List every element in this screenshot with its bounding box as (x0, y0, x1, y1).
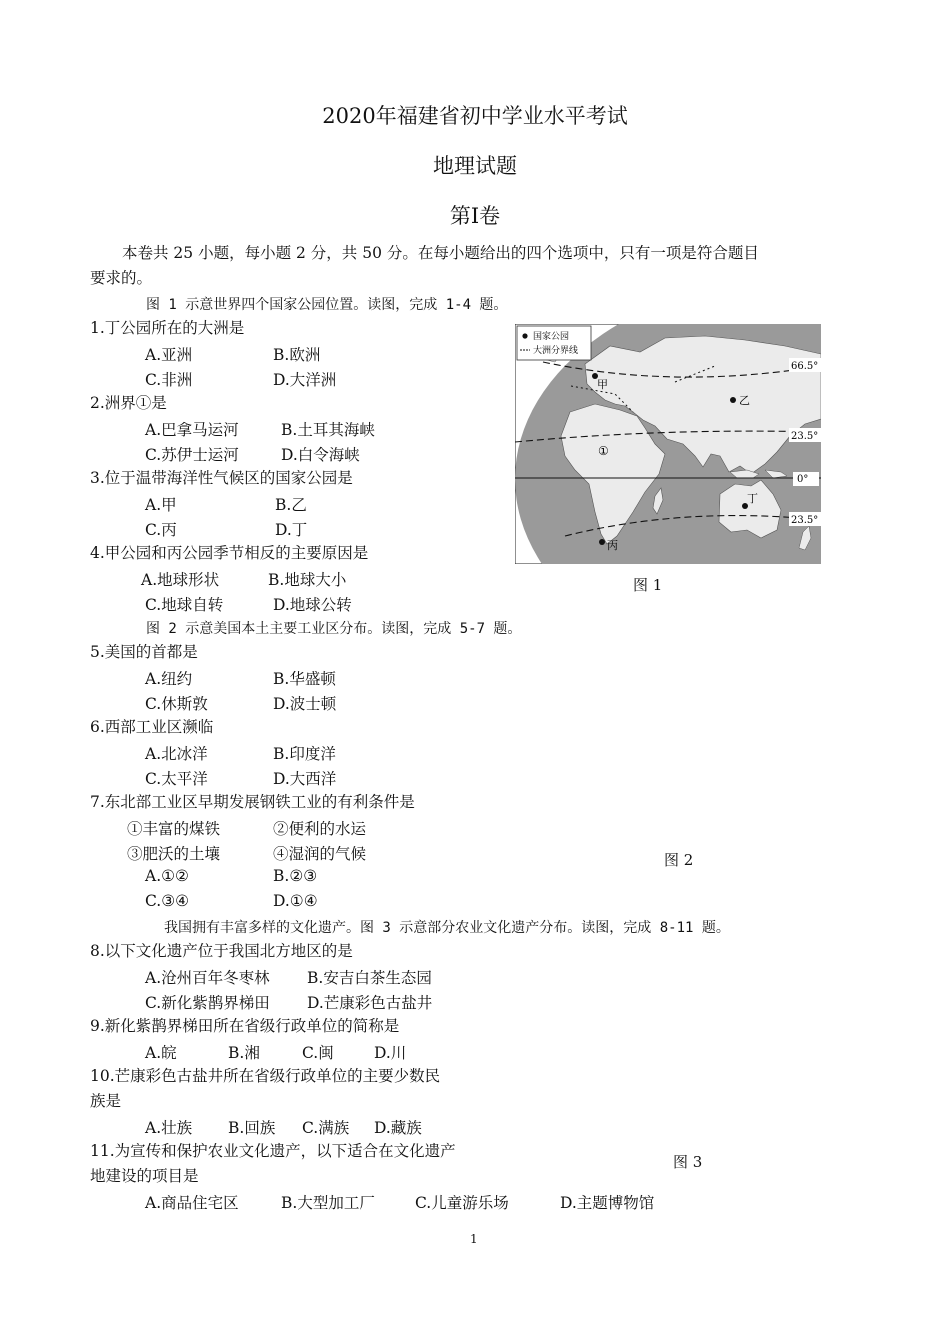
group2-note: 图 2 示意美国本土主要工业区分布。读图，完成 5-7 题。 (146, 621, 522, 637)
q3-option-b[interactable]: B.乙 (275, 496, 307, 514)
q7-option-c[interactable]: C.③④ (145, 892, 190, 910)
q8-option-b[interactable]: B.安吉白茶生态园 (307, 969, 432, 987)
legend-park-marker (522, 333, 527, 338)
q7-stem: 7.东北部工业区早期发展钢铁工业的有利条件是 (90, 793, 415, 811)
park-yi-marker (730, 397, 736, 403)
q6-option-d[interactable]: D.大西洋 (273, 770, 337, 788)
q7-item-3: ③肥沃的土壤 (127, 845, 221, 863)
boundary-mark-1: ① (598, 444, 609, 458)
q9-option-d[interactable]: D.川 (374, 1044, 407, 1062)
lat-label-23-5-n: 23.5° (791, 431, 819, 442)
park-jia-label: 甲 (597, 378, 608, 391)
q5-option-c[interactable]: C.休斯敦 (145, 695, 208, 713)
q4-option-c[interactable]: C.地球自转 (145, 596, 224, 614)
lat-label-66-5: 66.5° (791, 361, 819, 372)
q7-option-a[interactable]: A.①② (145, 867, 189, 885)
q2-option-a[interactable]: A.巴拿马运河 (145, 421, 239, 439)
q2-option-d[interactable]: D.白令海峡 (281, 446, 360, 464)
q10-stem-line-1: 10.芒康彩色古盐井所在省级行政单位的主要少数民 (90, 1067, 441, 1085)
intro-line-1: 本卷共 25 小题，每小题 2 分，共 50 分。在每小题给出的四个选项中，只有一项是符合题目 (122, 244, 759, 262)
legend-park-label: 国家公园 (533, 332, 570, 342)
q8-option-d[interactable]: D.芒康彩色古盐井 (307, 994, 433, 1012)
q11-stem-line-1: 11.为宣传和保护农业文化遗产，以下适合在文化遗产 (90, 1142, 456, 1160)
q9-option-b[interactable]: B.湘 (228, 1044, 260, 1062)
q10-option-b[interactable]: B.回族 (228, 1119, 276, 1137)
q2-option-c[interactable]: C.苏伊士运河 (145, 446, 239, 464)
q5-option-a[interactable]: A.纽约 (145, 670, 193, 688)
q8-option-a[interactable]: A.沧州百年冬枣林 (145, 969, 270, 987)
q7-item-4: ④湿润的气候 (273, 845, 367, 863)
exam-title: 2020年福建省初中学业水平考试 (322, 104, 628, 128)
world-map-figure (515, 324, 821, 564)
figure-1-caption: 图 1 (633, 576, 663, 594)
q3-option-c[interactable]: C.丙 (145, 521, 177, 539)
figure-3-caption: 图 3 (673, 1153, 703, 1171)
q6-option-a[interactable]: A.北冰洋 (145, 745, 208, 763)
q10-option-c[interactable]: C.满族 (302, 1119, 350, 1137)
q8-option-c[interactable]: C.新化紫鹊界梯田 (145, 994, 270, 1012)
q1-stem: 1.丁公园所在的大洲是 (90, 319, 245, 337)
q3-stem: 3.位于温带海洋性气候区的国家公园是 (90, 469, 353, 487)
q5-option-d[interactable]: D.波士顿 (273, 695, 337, 713)
q4-stem: 4.甲公园和丙公园季节相反的主要原因是 (90, 544, 369, 562)
q2-stem: 2.洲界①是 (90, 394, 167, 412)
group3-note: 我国拥有丰富多样的文化遗产。图 3 示意部分农业文化遗产分布。读图，完成 8-11 题。 (164, 920, 730, 936)
group1-note: 图 1 示意世界四个国家公园位置。读图，完成 1-4 题。 (146, 297, 508, 313)
q7-item-1: ①丰富的煤铁 (127, 820, 221, 838)
park-bing-label: 丙 (607, 539, 618, 552)
legend-boundary-label: 大洲分界线 (533, 346, 579, 356)
q2-option-b[interactable]: B.土耳其海峡 (281, 421, 375, 439)
q4-option-a[interactable]: A.地球形状 (141, 571, 220, 589)
intro-line-2: 要求的。 (90, 269, 153, 287)
q1-option-c[interactable]: C.非洲 (145, 371, 193, 389)
q5-stem: 5.美国的首都是 (90, 643, 198, 661)
q10-option-d[interactable]: D.藏族 (374, 1119, 422, 1137)
q3-option-d[interactable]: D.丁 (275, 521, 308, 539)
q6-option-b[interactable]: B.印度洋 (273, 745, 336, 763)
q11-option-d[interactable]: D.主题博物馆 (560, 1194, 655, 1212)
q1-option-b[interactable]: B.欧洲 (273, 346, 321, 364)
section-title: 第Ⅰ卷 (449, 204, 501, 228)
q9-option-c[interactable]: C.闽 (302, 1044, 334, 1062)
q8-stem: 8.以下文化遗产位于我国北方地区的是 (90, 942, 353, 960)
q7-item-2: ②便利的水运 (273, 820, 367, 838)
q9-stem: 9.新化紫鹊界梯田所在省级行政单位的简称是 (90, 1017, 400, 1035)
lat-label-equator: 0° (797, 474, 809, 485)
q4-option-d[interactable]: D.地球公转 (273, 596, 352, 614)
exam-subtitle: 地理试题 (433, 154, 517, 178)
park-ding-label: 丁 (747, 492, 758, 505)
q11-option-b[interactable]: B.大型加工厂 (281, 1194, 375, 1212)
q6-stem: 6.西部工业区濒临 (90, 718, 214, 736)
q1-option-a[interactable]: A.亚洲 (145, 346, 193, 364)
q9-option-a[interactable]: A.皖 (145, 1044, 177, 1062)
q6-option-c[interactable]: C.太平洋 (145, 770, 208, 788)
q10-option-a[interactable]: A.壮族 (145, 1119, 193, 1137)
q7-option-d[interactable]: D.①④ (273, 892, 318, 910)
q10-stem-line-2: 族是 (90, 1092, 122, 1110)
q3-option-a[interactable]: A.甲 (145, 496, 177, 514)
q11-stem-line-2: 地建设的项目是 (90, 1167, 199, 1185)
figure-2-caption: 图 2 (664, 851, 694, 869)
q11-option-a[interactable]: A.商品住宅区 (145, 1194, 239, 1212)
park-yi-label: 乙 (739, 394, 750, 407)
q4-option-b[interactable]: B.地球大小 (268, 571, 347, 589)
q7-option-b[interactable]: B.②③ (273, 867, 318, 885)
q5-option-b[interactable]: B.华盛顿 (273, 670, 336, 688)
page-number: 1 (470, 1232, 478, 1246)
q11-option-c[interactable]: C.儿童游乐场 (415, 1194, 509, 1212)
q1-option-d[interactable]: D.大洋洲 (273, 371, 337, 389)
park-bing-marker (599, 539, 605, 545)
lat-label-23-5-s: 23.5° (791, 515, 819, 526)
